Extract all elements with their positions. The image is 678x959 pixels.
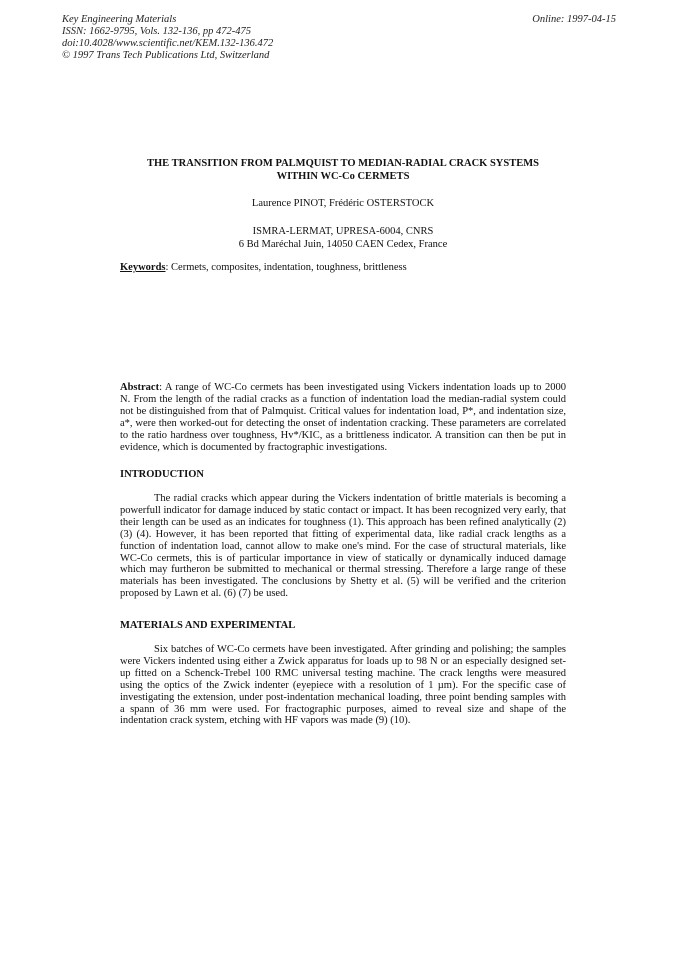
introduction-heading: INTRODUCTION [120,469,205,480]
issn-line: ISSN: 1662-9795, Vols. 132-136, pp 472-475 [62,26,251,37]
copyright-line: © 1997 Trans Tech Publications Ltd, Switzerland [62,50,270,61]
abstract-label: Abstract [120,382,160,393]
paper-title [120,158,566,183]
keywords-text: : Cermets, composites, indentation, toughness, brittleness [165,262,407,273]
affiliation-line-2: 6 Bd Maréchal Juin, 14050 CAEN Cedex, France [238,239,448,250]
materials-heading: MATERIALS AND EXPERIMENTAL [120,620,296,631]
title-line-1: THE TRANSITION FROM PALMQUIST TO MEDIAN-RADIAL CRACK SYSTEMS [147,158,539,169]
affiliation [120,225,566,251]
online-date: Online: 1997-04-15 [532,14,616,25]
title-line-2: WITHIN WC-Co CERMETS [276,170,410,182]
abstract-text: : A range of WC-Co cermets has been investigated using Vickers indentation loads up to 2000 N. From the length of the radial cracks as a function of indentation load the median-radial system could not be distinguished from that of Palmquist. Critical values for indentation load, P*, and indentation size, a*, were then worked-out for detecting the onset of indentation cracking. These parameters are correlated to the ratio hardness over toughness, Hv*/KIC, as a brittleness indicator. A transition can then be put in evidence, which is documented by fractographic investigations. [120,382,566,453]
materials-paragraph: Six batches of WC-Co cermets have been investigated. After grinding and polishing; the samples were Vickers indented using either a Zwick apparatus for loads up to 98 N or an especially designed set-up fitted on a Schenck-Trebel 100 RMC universal testing machine. The crack lengths were measured using the optics of the Zwick indenter (eyepiece with a resolution of 1 µm). For the specific case of investigating the extension, under post-indentation mechanical loading, three point bending samples with a spann of 36 mm were used. For fractographic purposes, aimed to reveal size and shape of the indentation crack system, etching with HF vapors was made (9) (10). [120,644,566,727]
authors: Laurence PINOT, Frédéric OSTERSTOCK [251,198,435,209]
affiliation-line-1: ISMRA-LERMAT, UPRESA-6004, CNRS [252,226,434,237]
abstract [120,382,566,453]
keywords-label: Keywords [120,262,166,273]
doi-line[interactable]: doi:10.4028/www.scientific.net/KEM.132-136.472 [62,38,274,49]
keywords [120,262,566,274]
journal-name: Key Engineering Materials [62,14,177,25]
journal-header [62,14,273,62]
introduction-paragraph: The radial cracks which appear during the Vickers indentation of brittle materials is becoming a powerfull indicator for damage induced by static contact or impact. It has been recognized very early, that their length can be used as an indicates for toughness (1). This approach has been refined analytically (2) (3) (4). However, it has been reported that fitting of experimental data, like radial crack lengths as a function of indentation load, cannot allow to make one's mind. For the case of structural materials, like WC-Co cermets, this is of particular importance in view of statically or dynamically induced damage which may furtheron be submitted to mechanical or thermal stressing. Therefore a large range of these materials has been investigated. The conclusions by Shetty et al. (5) will be verified and the criterion proposed by Lawn et al. (6) (7) be used. [120,493,566,600]
